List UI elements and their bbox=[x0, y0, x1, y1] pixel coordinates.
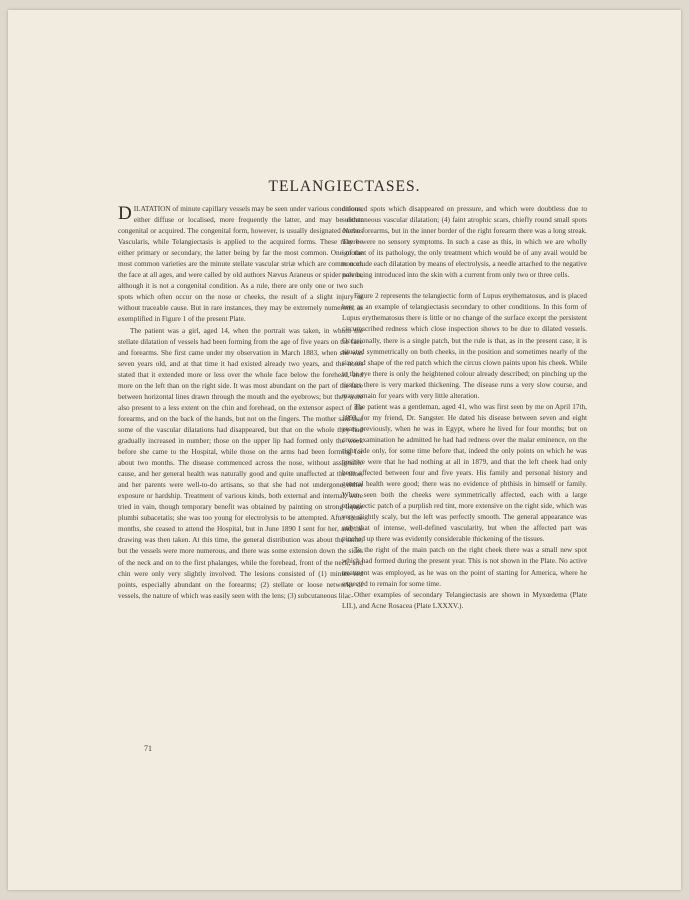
right-column bbox=[342, 204, 587, 612]
paragraph: Figure 2 represents the telangiectic form of Lupus erythematosus, and is placed here as an example of telangiectasis secondary to other conditions. In this form of Lupus erythematosus there is little or no change of the surface except the persistent circumscribed redness which close inspection shows to be due to dilated vessels. Occasionally, there is a single patch, but the rule is that, as in the present case, it is situated symmetrically on both cheeks, in the position and sometimes nearly of the size and shape of the red patch which the circus clown paints upon his cheek. While to the eye there is only the heightened colour already described; on pinching up the tissues there is very marked thickening. The disease runs a very slow course, and may remain for years with very little alteration. bbox=[342, 292, 587, 400]
page-title: TELANGIECTASES. bbox=[268, 178, 421, 195]
paragraph: The patient was a gentleman, aged 41, who was first seen by me on April 17th, 1893, for my friend, Dr. Sangster. He dated his disease between seven and eight years previously, when he was in Egypt, where he lived for four months; but on cross-examination he admitted he had had redness over the malar eminence, on the right side only, for some time before that, indeed the only points on which he was positive were that he had nothing at all in 1879, and that the left cheek had only been affected between four and five years. His family and personal history and general health were good; there was no evidence of phthisis in himself or family. When seen both the cheeks were symmetrically affected, each with a large telangiectic patch of a purplish red tint, more extensive on the right side, which was very slightly scaly, but the left was perfectly smooth. The general appearance was only that of intense, well-defined vascularity, but when the affected part was pinched up there was evidently considerable thickening of the tissues. bbox=[342, 402, 587, 544]
paragraph: To the right of the main patch on the right cheek there was a small new spot which had formed during the present year. This is not shown in the Plate. No active treatment was employed, as he was on the point of starting for America, where he expected to remain for some time. bbox=[342, 546, 587, 588]
left-column bbox=[118, 204, 363, 602]
paragraph-text: ILATATION of minute capillary vessels may be seen under various conditions, either diffuse or localised, more frequently the latter, and may be either congenital or acquired. The congenital form, however, is usually designated Nævus Vascularis, while Telangiectasis is applied to the acquired forms. These may be either primary or secondary, the latter being by far the most common. One of the most common varieties are the minute stellate vascular striæ which are common on the face at all ages, and were called by old authors Nævus Araneus or spider nævus, although it is not a congenital condition. As a rule, there are only one or two such spots which often occur on the nose or cheeks, the result of a slight injury or without traceable cause. But in rare instances, they may be extremely numerous, as exemplified in Figure 1 of the present Plate. bbox=[118, 205, 363, 324]
paragraph: Other examples of secondary Telangiectasis are shown in Myxœdema (Plate LII.), and Acne Rosacea (Plate LXXXV.). bbox=[342, 590, 587, 610]
paragraph: coloured spots which disappeared on pressure, and which were doubtless due to subcutaneous vascular dilatation; (4) faint atrophic scars, chiefly round small spots on the forearms, but in the inner border of the right forearm there was a long streak. There were no sensory symptoms. In such a case as this, in which we are wholly ignorant of its pathology, the only treatment which would be of any avail would be to occlude each dilatation by means of electrolysis, a needle attached to the negative pole being introduced into the skin with a current from only two or three cells. bbox=[342, 205, 587, 280]
drop-cap: D bbox=[118, 203, 132, 224]
paragraph: The patient was a girl, aged 14, when the portrait was taken, in whom the stellate dilatation of vessels had been forming from the age of five years on the face and forearms. She first came under my observation in March 1883, when she was seven years old, and at that time it had existed already two years, and the notes stated that it extended more or less over the whole face below the forehead, and more on the left than on the right side. It was most abundant on the part of the face between horizontal lines drawn through the mouth and the eyebrows; but they were also present to a less extent on the chin and forehead, on the extensor aspect of the forearms, and on the back of the hands, but not on the fingers. The mother said that some of the vascular dilatations had disappeared, but that on the whole they had gradually increased in number; those on the upper lip had formed only the week before she came to the Hospital, while those on the arms had been forming for about two months. The disease commenced across the nose, without assignable cause, and her general health was naturally good and quite unaffected at the time, and her parents were well-to-do artisans, so that she had not undergone either exposure or hardship. Treatment of various kinds, both external and internal, were tried in vain, though temporary benefit was obtained by painting on strong liquor plumbi subacetatis; she was too young for electrolysis to be attempted. After some months, she ceased to attend the Hospital, but in June 1890 I sent for her, and the drawing was then taken. At this time, the general distribution was about the same, but the vessels were more numerous, and there was some extension down the sides of the neck and on to the first phalanges, while the forehead, front of the neck, and chin were only very slightly involved. The lesions consisted of (1) minute red points, especially abundant on the forearms; (2) stellate or loose networks of vessels, the nature of which was easily seen with the lens; (3) subcutaneous lilac- bbox=[118, 326, 363, 600]
paragraph bbox=[118, 204, 363, 326]
page-number: 71 bbox=[144, 744, 152, 753]
book-page bbox=[8, 10, 681, 890]
